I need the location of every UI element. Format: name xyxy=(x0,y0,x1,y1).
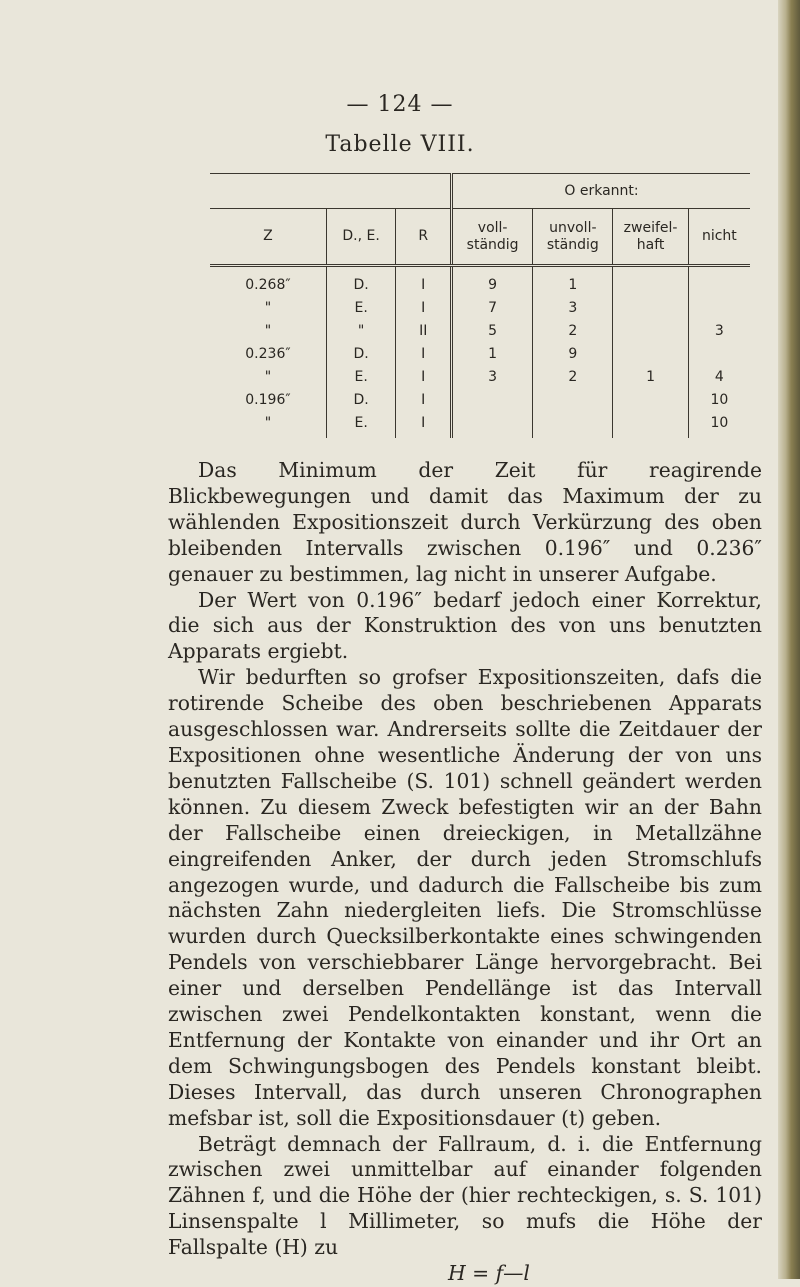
table-cell: 10 xyxy=(688,411,750,438)
table-cell xyxy=(613,342,688,365)
table-cell: E. xyxy=(326,296,396,319)
table-cell: I xyxy=(396,411,452,438)
table-title: Tabelle VIII. xyxy=(325,132,475,157)
formula: H = f—l xyxy=(448,1261,530,1286)
table-header-blank xyxy=(210,174,452,209)
table-cell xyxy=(688,266,750,297)
table-cell: 0.236″ xyxy=(245,345,291,362)
table-cell: 4 xyxy=(688,365,750,388)
table-row xyxy=(210,411,750,438)
body-text xyxy=(168,458,762,1287)
table-cell xyxy=(613,266,688,297)
table-cell: 9 xyxy=(533,342,613,365)
table-cell: I xyxy=(396,342,452,365)
table-row xyxy=(210,388,750,411)
column-header: zweifel- haft xyxy=(613,209,688,266)
paragraph: Beträgt demnach der Fallraum, d. i. die Entfernung zwischen zwei unmittelbar auf einander folgenden Zähnen f, und die Höhe der (hier rechteckigen, s. S. 101) Linsenspalte l Millimeter, so mufs die Höhe der Fallspalte (H) zu xyxy=(168,1131,762,1260)
table-cell: 0.268″ xyxy=(245,276,291,293)
table-cell: D. xyxy=(326,388,396,411)
table-cell: II xyxy=(396,319,452,342)
column-header: R xyxy=(396,209,452,266)
table-cell xyxy=(613,411,688,438)
table-cell: 10 xyxy=(688,388,750,411)
table-cell xyxy=(452,411,533,438)
table-cell: " xyxy=(326,319,396,342)
table-cell: 0.196″ xyxy=(245,391,291,408)
table-cell: " xyxy=(264,414,272,431)
table-row xyxy=(210,365,750,388)
table-cell: 9 xyxy=(452,266,533,297)
table-cell: 1 xyxy=(533,266,613,297)
table-cell: E. xyxy=(326,411,396,438)
table-cell xyxy=(613,388,688,411)
column-header: unvoll- ständig xyxy=(533,209,613,266)
table-cell xyxy=(688,296,750,319)
table-cell: 2 xyxy=(533,319,613,342)
table-cell: 3 xyxy=(452,365,533,388)
table-cell: 3 xyxy=(688,319,750,342)
table-row xyxy=(210,342,750,365)
table-cell: I xyxy=(396,365,452,388)
page-edge xyxy=(778,0,800,1279)
table-cell: E. xyxy=(326,365,396,388)
paragraph: Der Wert von 0.196″ bedarf jedoch einer Korrektur, die sich aus der Konstruktion des von uns benutzten Apparats ergiebt. xyxy=(168,587,762,664)
table-cell xyxy=(533,411,613,438)
column-header: Z xyxy=(210,209,326,266)
table-cell: I xyxy=(396,266,452,297)
table-cell: D. xyxy=(326,342,396,365)
table-cell xyxy=(452,388,533,411)
table-row xyxy=(210,319,750,342)
table-cell xyxy=(613,319,688,342)
table-cell: 1 xyxy=(613,365,688,388)
table-cell xyxy=(613,296,688,319)
table-cell: D. xyxy=(326,266,396,297)
table-cell: 7 xyxy=(452,296,533,319)
paragraph: Wir bedurften so grofser Expositionszeiten, dafs die rotirende Scheibe des oben beschriebenen Apparats ausgeschlossen war. Andrerseits sollte die Zeitdauer der Expositionen ohne wesentliche Änderung der von uns benutzten Fallscheibe (S. 101) schnell geändert werden können. Zu diesem Zweck befestigten wir an der Bahn der Fallscheibe einen dreieckigen, in Metallzähne eingreifenden Anker, der durch jeden Stromschlufs angezogen wurde, und dadurch die Fallscheibe bis zum nächsten Zahn niedergleiten liefs. Die Stromschlüsse wurden durch Quecksilberkontakte eines schwingenden Pendels von verschiebbarer Länge hervorgebracht. Bei einer und derselben Pendellänge ist das Intervall zwischen zwei Pendelkontakten konstant, wenn die Entfernung der Kontakte von einander und ihr Ort an dem Schwingungsbogen des Pendels konstant bleibt. Dieses Intervall, das durch unseren Chronographen mefsbar ist, soll die Expositionsdauer (t) geben. xyxy=(168,665,762,1130)
results-table xyxy=(210,173,750,438)
paragraph: Das Minimum der Zeit für reagirende Blickbewegungen und damit das Maximum der zu wählenden Expositionszeit durch Verkürzung des oben bleibenden Intervalls zwischen 0.196″ und 0.236″ genauer zu bestimmen, lag nicht in unserer Aufgabe. xyxy=(168,458,762,586)
column-header: nicht xyxy=(688,209,750,266)
table-group-header: O erkannt: xyxy=(452,174,750,209)
table-cell: " xyxy=(264,299,272,316)
table-cell: 2 xyxy=(533,365,613,388)
table-cell: 1 xyxy=(452,342,533,365)
table-cell xyxy=(688,342,750,365)
table-cell: I xyxy=(396,388,452,411)
table-cell: I xyxy=(396,296,452,319)
table-cell: " xyxy=(264,368,272,385)
table-row xyxy=(210,296,750,319)
page-number: — 124 — xyxy=(346,92,454,117)
column-header: D., E. xyxy=(326,209,396,266)
table-cell xyxy=(533,388,613,411)
column-header: voll- ständig xyxy=(452,209,533,266)
table-cell: 5 xyxy=(452,319,533,342)
table-row xyxy=(210,266,750,297)
table-cell: 3 xyxy=(533,296,613,319)
table-cell: " xyxy=(264,322,272,339)
